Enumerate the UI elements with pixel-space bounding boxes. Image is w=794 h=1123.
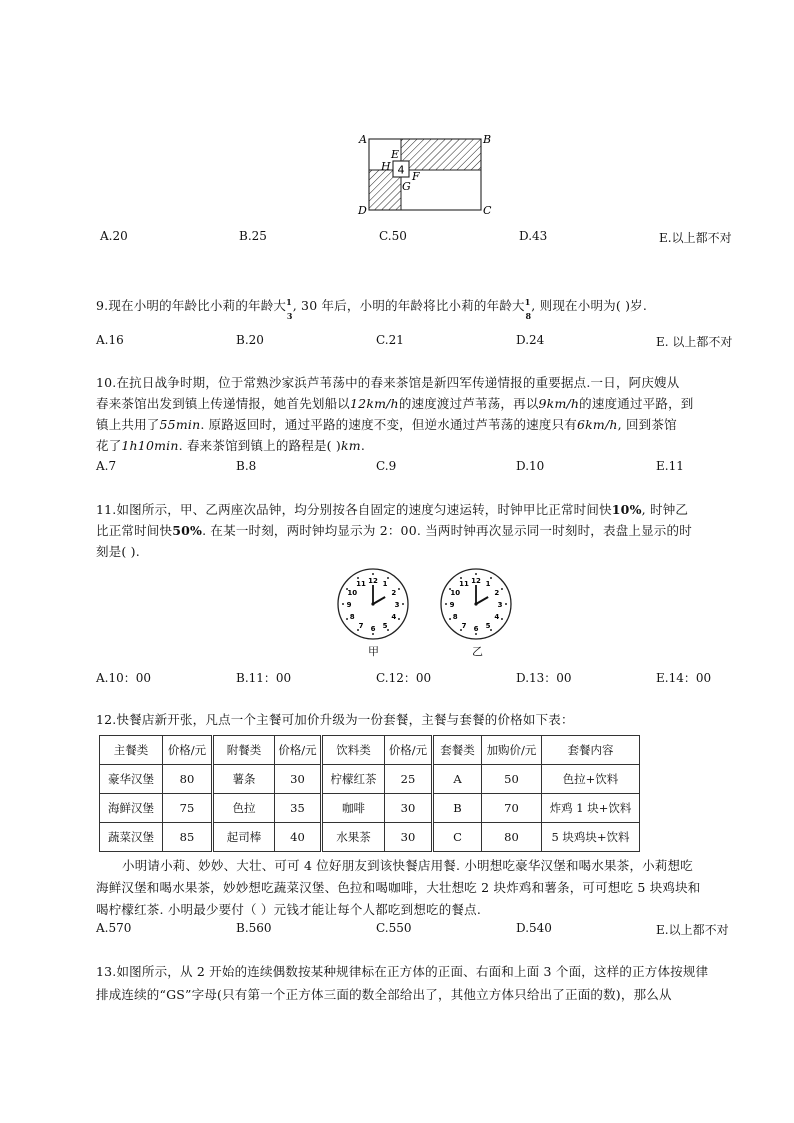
clock-tick bbox=[475, 573, 477, 575]
table-cell: 色拉+饮料 bbox=[542, 765, 640, 794]
clock-number: 8 bbox=[349, 613, 355, 621]
clock-center bbox=[371, 602, 374, 605]
clock-yi-label: 乙 bbox=[472, 645, 483, 658]
q9-options bbox=[96, 333, 756, 349]
table-cell: 30 bbox=[385, 794, 433, 823]
table-cell: 豪华汉堡 bbox=[100, 765, 163, 794]
q10-option-e: E.11 bbox=[656, 459, 684, 473]
q12-option-c: C.550 bbox=[376, 921, 412, 935]
q9-frac2-num: 1 bbox=[524, 297, 531, 307]
label-d: D bbox=[358, 204, 367, 217]
table-header-cell: 价格/元 bbox=[385, 736, 433, 765]
table-cell: 5 块鸡块+饮料 bbox=[542, 823, 640, 852]
clock-number: 3 bbox=[394, 601, 400, 609]
q11-options bbox=[96, 669, 756, 685]
question-13 bbox=[96, 960, 760, 1006]
clock-jia bbox=[335, 566, 411, 642]
clock-tick bbox=[490, 577, 492, 579]
clock-tick bbox=[346, 618, 348, 620]
table-cell: 35 bbox=[275, 794, 322, 823]
q11-option-b: B.11：00 bbox=[236, 671, 292, 685]
label-f: F bbox=[412, 170, 420, 183]
clock-yi bbox=[438, 566, 514, 642]
q10-option-d: D.10 bbox=[516, 459, 545, 473]
clock-tick bbox=[505, 603, 507, 605]
table-cell: 水果茶 bbox=[322, 823, 385, 852]
clock-number: 2 bbox=[391, 589, 397, 597]
label-e: E bbox=[391, 148, 400, 161]
clock-tick bbox=[449, 618, 451, 620]
q12-para-line1: 小明请小莉、妙妙、大壮、可可 4 位好朋友到该快餐店用餐. 小明想吃豪华汉堡和喝水果茶，小莉想吃 bbox=[122, 858, 693, 873]
q8-option-d: D.43 bbox=[519, 229, 548, 243]
table-cell: 海鲜汉堡 bbox=[100, 794, 163, 823]
q12-para-line3: 喝柠檬红茶. 小明最少要付（ ）元钱才能让每个人都吃到想吃的餐点. bbox=[96, 902, 481, 917]
clock-number: 1 bbox=[382, 580, 388, 589]
table-cell: A bbox=[433, 765, 482, 794]
q8-options bbox=[96, 229, 756, 245]
q9-option-e: E. 以上都不对 bbox=[656, 335, 733, 349]
table-cell: 柠檬红茶 bbox=[322, 765, 385, 794]
q8-option-e: E.以上都不对 bbox=[659, 231, 732, 245]
q11-option-a: A.10：00 bbox=[96, 671, 152, 685]
table-cell: 25 bbox=[385, 765, 433, 794]
clock-number: 8 bbox=[452, 613, 458, 621]
table-row bbox=[100, 794, 640, 823]
clock-tick bbox=[372, 633, 374, 635]
q9-text-c: , 则现在小明为( )岁. bbox=[531, 298, 648, 314]
q12-option-a: A.570 bbox=[96, 921, 132, 935]
q11-option-e: E.14：00 bbox=[656, 671, 712, 685]
table-cell: C bbox=[433, 823, 482, 852]
clock-number: 12 bbox=[368, 577, 378, 585]
clock-tick bbox=[342, 603, 344, 605]
q9-option-a: A.16 bbox=[96, 333, 124, 347]
q12-option-d: D.540 bbox=[516, 921, 552, 935]
table-cell: B bbox=[433, 794, 482, 823]
clock-tick bbox=[387, 577, 389, 579]
clock-tick bbox=[445, 603, 447, 605]
clock-number: 11 bbox=[356, 580, 366, 589]
q10-line3: 镇上共用了55min. 原路返回时，通过平路的速度不变，但逆水通过芦苇荡的速度只有6km/h, 回到茶馆 bbox=[96, 417, 677, 432]
q9-option-d: D.24 bbox=[516, 333, 545, 347]
q9-frac2-den: 8 bbox=[525, 311, 532, 322]
q12-para-line2: 海鲜汉堡和喝水果茶，妙妙想吃蔬菜汉堡、色拉和喝咖啡，大壮想吃 2 块炸鸡和薯条，可可想吃 5 块鸡块和 bbox=[96, 880, 701, 895]
q9-option-c: C.21 bbox=[376, 333, 404, 347]
q11-option-c: C.12：00 bbox=[376, 671, 432, 685]
clock-number: 7 bbox=[358, 621, 364, 630]
table-cell: 咖啡 bbox=[322, 794, 385, 823]
label-a: A bbox=[359, 133, 367, 146]
table-cell: 50 bbox=[482, 765, 542, 794]
table-cell: 75 bbox=[163, 794, 213, 823]
q12-intro: 12.快餐店新开张，凡点一个主餐可加价升级为一份套餐，主餐与套餐的价格如下表： bbox=[96, 712, 574, 727]
table-cell: 70 bbox=[482, 794, 542, 823]
q13-line1: 13.如图所示，从 2 开始的连续偶数按某种规律标在正方体的正面、右面和上面 3 个面，这样的正方体按规律 bbox=[96, 964, 709, 979]
table-cell: 薯条 bbox=[213, 765, 275, 794]
q12-options bbox=[96, 921, 756, 937]
question-11 bbox=[96, 499, 760, 562]
clock-number: 6 bbox=[370, 625, 376, 633]
clock-number: 11 bbox=[459, 580, 469, 589]
table-header-cell: 饮料类 bbox=[322, 736, 385, 765]
q10-line1: 10.在抗日战争时期，位于常熟沙家浜芦苇荡中的春来茶馆是新四军传递情报的重要据点.一日，阿庆嫂从 bbox=[96, 375, 680, 390]
q11-line1: 11.如图所示，甲、乙两座次品钟，均分别按各自固定的速度匀速运转，时钟甲比正常时间快10%, 时钟乙 bbox=[96, 502, 689, 517]
q8-option-a: A.20 bbox=[100, 229, 128, 243]
clock-tick bbox=[501, 618, 503, 620]
clock-number: 6 bbox=[473, 625, 479, 633]
table-header-cell: 价格/元 bbox=[275, 736, 322, 765]
q9-text-b: , 30 年后，小明的年龄将比小莉的年龄大 bbox=[292, 298, 525, 314]
clock-tick bbox=[398, 588, 400, 590]
clock-number: 4 bbox=[391, 613, 397, 621]
clock-number: 1 bbox=[485, 580, 491, 589]
clock-tick bbox=[372, 573, 374, 575]
shaded-region-top bbox=[401, 139, 481, 170]
clock-tick bbox=[475, 633, 477, 635]
clock-number: 12 bbox=[471, 577, 481, 585]
table-cell: 蔬菜汉堡 bbox=[100, 823, 163, 852]
table-header-cell: 主餐类 bbox=[100, 736, 163, 765]
label-c: C bbox=[483, 204, 492, 217]
clock-tick bbox=[357, 577, 359, 579]
table-header-cell: 附餐类 bbox=[213, 736, 275, 765]
q12-paragraph bbox=[96, 855, 760, 921]
clock-center bbox=[474, 602, 477, 605]
q10-line2: 春来茶馆出发到镇上传递情报，她首先划船以12km/h的速度渡过芦苇荡，再以9km/h的速度通过平路，到 bbox=[96, 396, 694, 411]
clock-jia-label: 甲 bbox=[368, 645, 379, 658]
table-cell: 炸鸡 1 块+饮料 bbox=[542, 794, 640, 823]
clock-number: 10 bbox=[450, 589, 461, 597]
clock-tick bbox=[501, 588, 503, 590]
price-table bbox=[99, 735, 640, 852]
table-cell: 色拉 bbox=[213, 794, 275, 823]
clock-number: 3 bbox=[497, 601, 503, 609]
clock-number: 9 bbox=[346, 601, 352, 609]
q8-option-c: C.50 bbox=[379, 229, 407, 243]
table-header-row bbox=[100, 736, 640, 765]
q11-line2: 比正常时间快50%. 在某一时刻，两时钟均显示为 2：00. 当两时钟再次显示同一时刻时，表盘上显示的时 bbox=[96, 523, 692, 538]
clock-tick bbox=[402, 603, 404, 605]
q10-option-c: C.9 bbox=[376, 459, 397, 473]
q11-line3: 刻是( ). bbox=[96, 544, 140, 559]
label-g: G bbox=[402, 180, 411, 193]
label-b: B bbox=[483, 133, 492, 146]
q11-option-d: D.13：00 bbox=[516, 671, 572, 685]
q10-option-a: A.7 bbox=[96, 459, 117, 473]
table-header-cell: 加购价/元 bbox=[482, 736, 542, 765]
q12-option-b: B.560 bbox=[236, 921, 272, 935]
table-row bbox=[100, 823, 640, 852]
clock-number: 4 bbox=[494, 613, 500, 621]
square-number: 4 bbox=[397, 163, 405, 177]
table-cell: 30 bbox=[385, 823, 433, 852]
table-header-cell: 套餐类 bbox=[433, 736, 482, 765]
table-row bbox=[100, 765, 640, 794]
table-header-cell: 价格/元 bbox=[163, 736, 213, 765]
table-cell: 85 bbox=[163, 823, 213, 852]
clock-number: 5 bbox=[382, 621, 388, 630]
q9-option-b: B.20 bbox=[236, 333, 264, 347]
table-cell: 40 bbox=[275, 823, 322, 852]
q9-frac1-den: 3 bbox=[286, 311, 293, 322]
clock-number: 2 bbox=[494, 589, 500, 597]
q10-options bbox=[96, 459, 756, 475]
clock-tick bbox=[398, 618, 400, 620]
table-cell: 起司棒 bbox=[213, 823, 275, 852]
q8-option-b: B.25 bbox=[239, 229, 267, 243]
clock-number: 5 bbox=[485, 621, 491, 630]
table-cell: 80 bbox=[482, 823, 542, 852]
rectangle-figure bbox=[350, 128, 500, 218]
clock-number: 10 bbox=[347, 589, 358, 597]
clock-number: 7 bbox=[461, 621, 467, 630]
table-cell: 30 bbox=[275, 765, 322, 794]
q12-option-e: E.以上都不对 bbox=[656, 923, 729, 937]
q9-frac1-num: 1 bbox=[286, 297, 292, 307]
table-cell: 80 bbox=[163, 765, 213, 794]
question-10 bbox=[96, 372, 760, 456]
q10-option-b: B.8 bbox=[236, 459, 257, 473]
table-header-cell: 套餐内容 bbox=[542, 736, 640, 765]
clock-tick bbox=[460, 577, 462, 579]
question-9 bbox=[96, 292, 760, 327]
q13-line2: 排成连续的“GS”字母(只有第一个正方体三面的数全部给出了，其他立方体只给出了正面的数)，那么从 bbox=[96, 987, 672, 1002]
clock-number: 9 bbox=[449, 601, 455, 609]
q10-line4: 花了1h10min. 春来茶馆到镇上的路程是( )km. bbox=[96, 438, 366, 453]
q9-text-a: 9.现在小明的年龄比小莉的年龄大 bbox=[96, 298, 287, 314]
label-h: H bbox=[381, 160, 391, 173]
